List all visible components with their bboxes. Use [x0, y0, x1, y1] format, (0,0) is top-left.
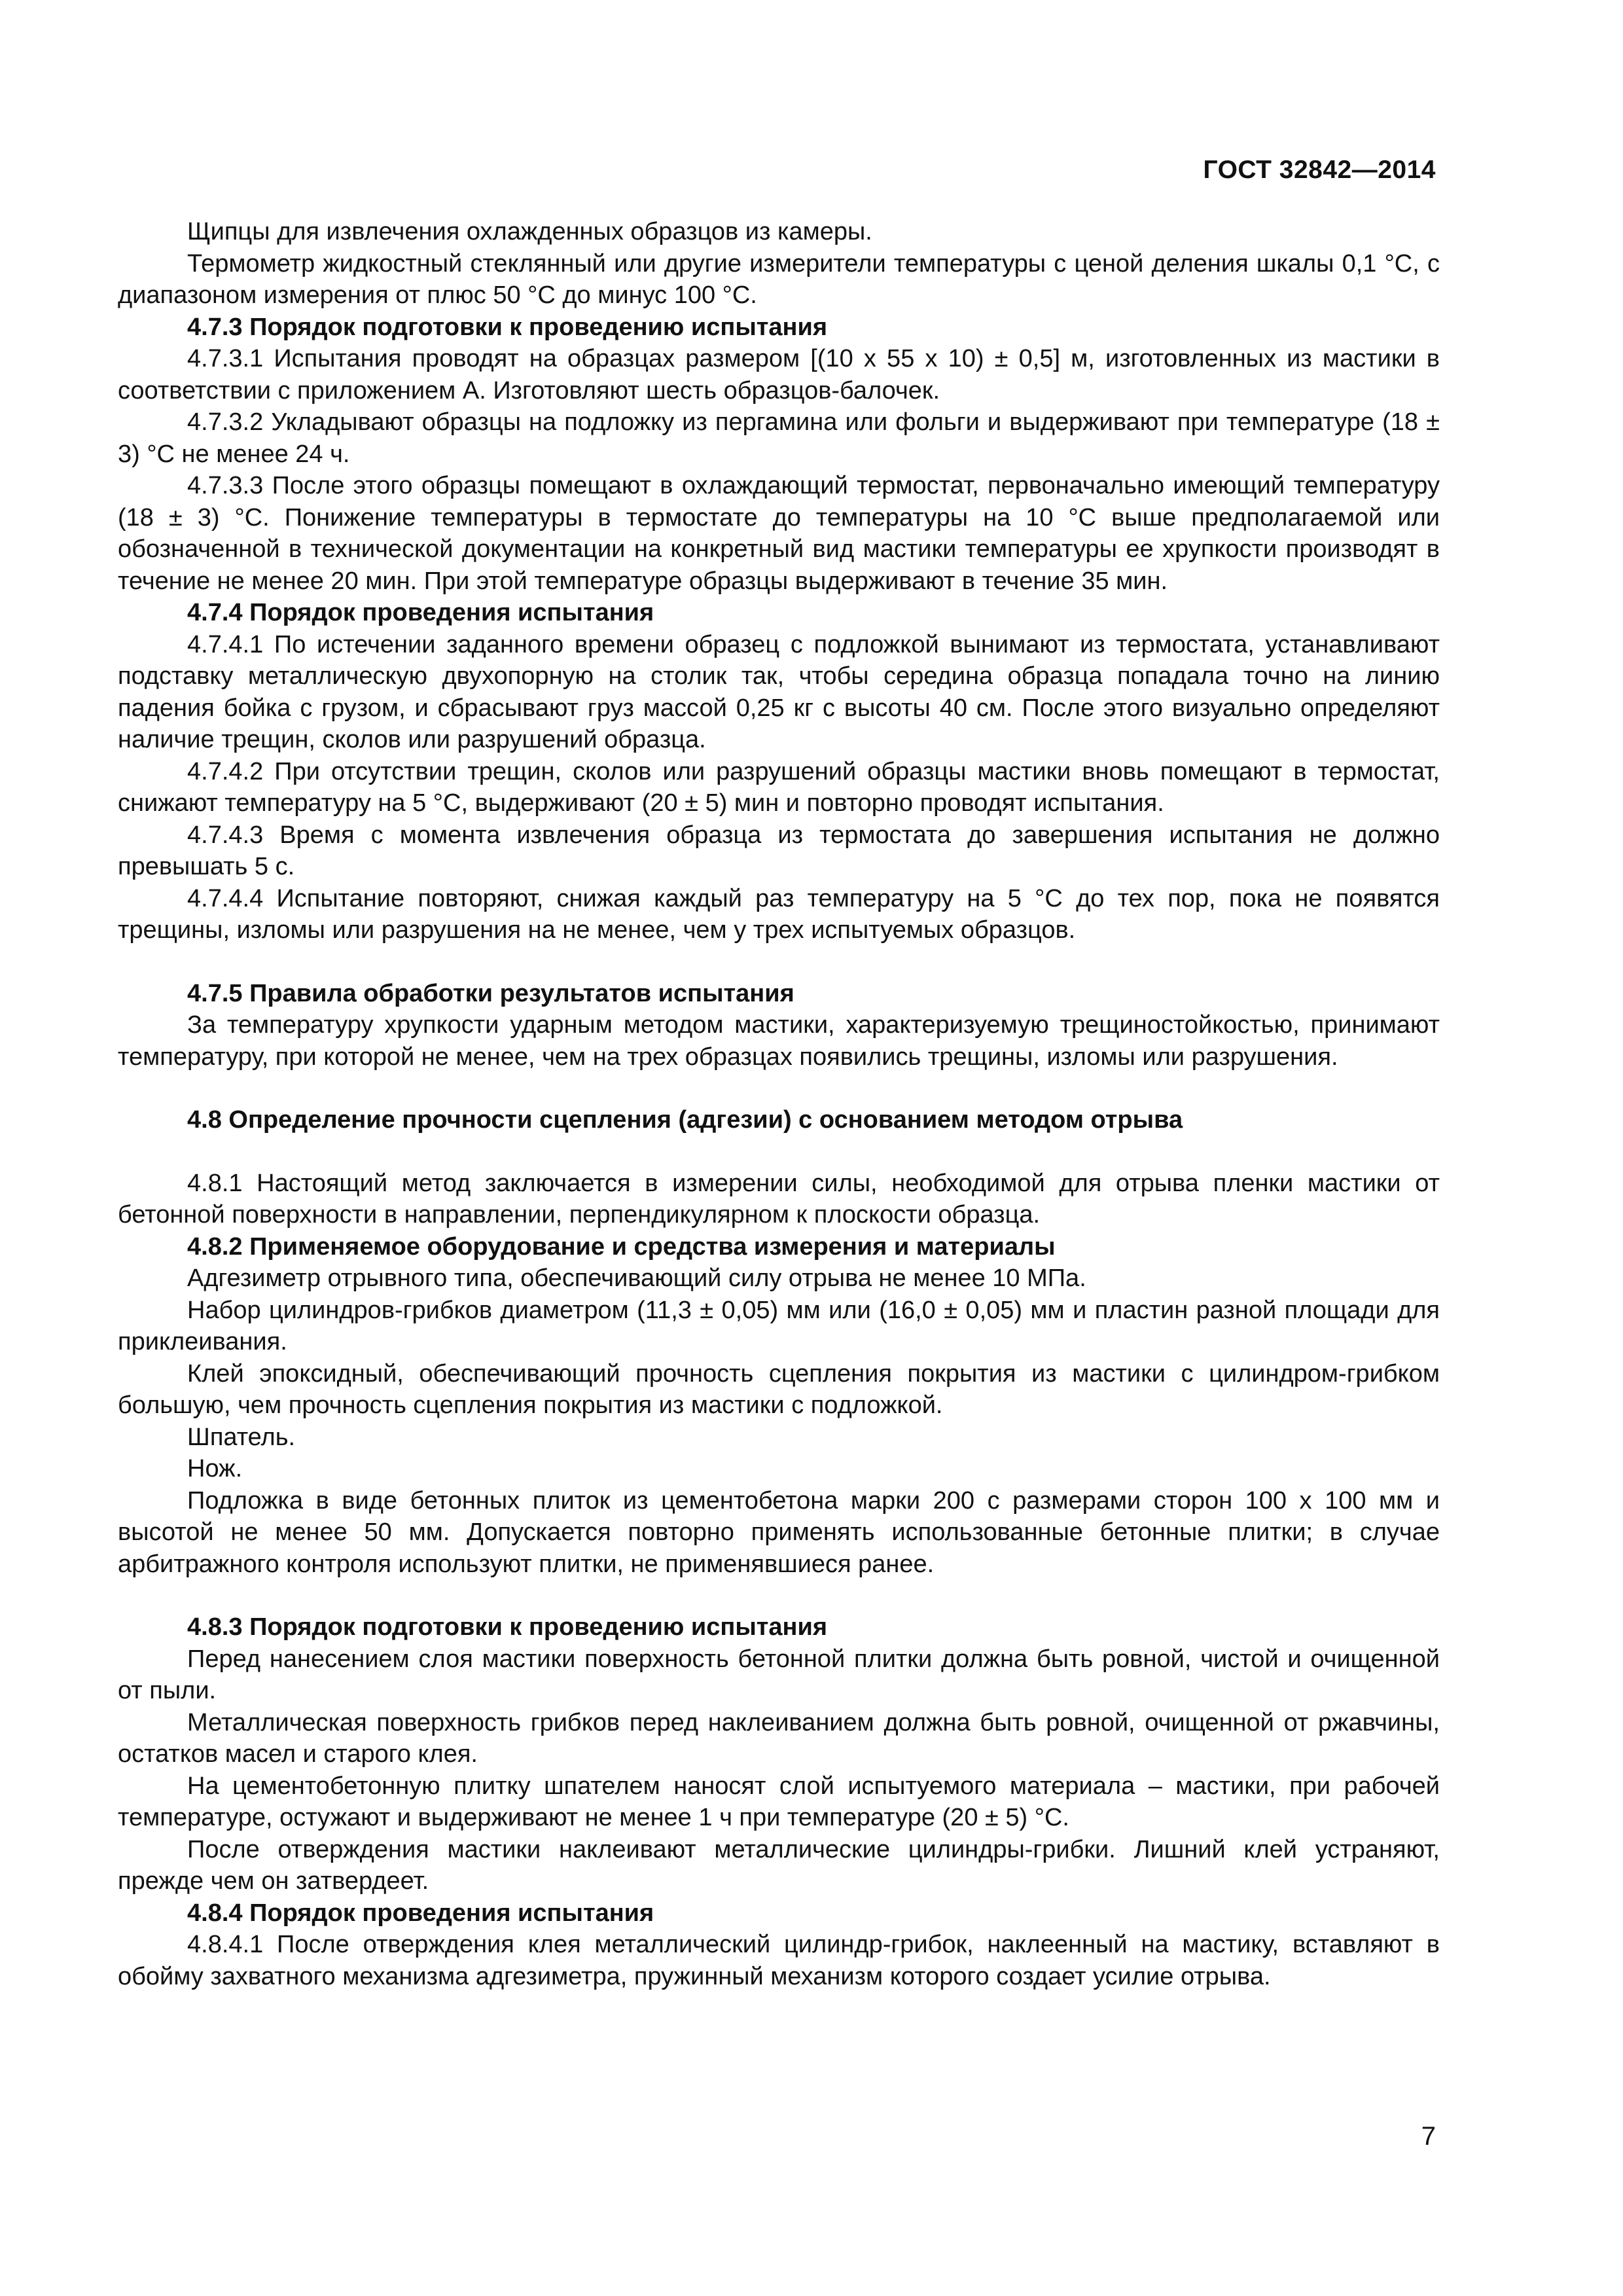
paragraph: 4.7.4.4 Испытание повторяют, снижая каждый раз температуру на 5 °С до тех пор, пока не появятся трещины, изломы или разрушения на не менее, чем у трех испытуемых образцов.	[118, 884, 1440, 944]
section-heading: 4.7.4 Порядок проведения испытания	[187, 599, 654, 626]
section-heading: 4.8.4 Порядок проведения испытания	[187, 1899, 654, 1927]
paragraph: Металлическая поверхность грибков перед наклеиванием должна быть ровной, очищенной от ржавчины, остатков масел и старого клея.	[118, 1708, 1440, 1768]
paragraph: Нож.	[187, 1455, 243, 1482]
spacer	[118, 946, 1440, 978]
document-header: ГОСТ 32842—2014	[1203, 156, 1436, 184]
section-heading: 4.8.3 Порядок подготовки к проведению испытания	[187, 1613, 828, 1641]
paragraph: Набор цилиндров-грибков диаметром (11,3 ± 0,05) мм или (16,0 ± 0,05) мм и пластин разной площади для приклеивания.	[118, 1296, 1440, 1355]
paragraph: Термометр жидкостный стеклянный или другие измерители температуры с ценой деления шкалы 0,1 °С, с диапазоном измерения от плюс 50 °С до минус 100 °С.	[118, 249, 1440, 309]
section-heading-main: 4.8 Определение прочности сцепления (адгезии) с основанием методом отрыва	[187, 1106, 1183, 1134]
paragraph: Щипцы для извлечения охлажденных образцов из камеры.	[187, 218, 872, 245]
paragraph: 4.7.3.1 Испытания проводят на образцах размером [(10 х 55 х 10) ± 0,5] м, изготовленных из мастики в соответствии с приложением А. Изготовляют шесть образцов-балочек.	[118, 345, 1440, 404]
paragraph: 4.8.1 Настоящий метод заключается в измерении силы, необходимой для отрыва пленки мастики от бетонной поверхности в направлении, перпендикулярном к плоскости образца.	[118, 1169, 1440, 1229]
paragraph: За температуру хрупкости ударным методом мастики, характеризуемую трещиностойкостью, принимают температуру, при которой не менее, чем на трех образцах появились трещины, изломы или разрушения.	[118, 1011, 1440, 1071]
paragraph: На цементобетонную плитку шпателем наносят слой испытуемого материала – мастики, при рабочей температуре, остужают и выдерживают не менее 1 ч при температуре (20 ± 5) °С.	[118, 1772, 1440, 1831]
section-heading: 4.8.2 Применяемое оборудование и средства измерения и материалы	[187, 1232, 1056, 1261]
spacer	[118, 1136, 1440, 1168]
paragraph: Подложка в виде бетонных плиток из цементобетона марки 200 с размерами сторон 100 х 100 мм и высотой не менее 50 мм. Допускается повторно применять использованные бетонные плитки; в случае арбитражного контроля используют плитки, не применявшиеся ранее.	[118, 1486, 1440, 1578]
section-heading: 4.7.5 Правила обработки результатов испытания	[187, 979, 794, 1007]
paragraph: После отверждения мастики наклеивают металлические цилиндры-грибки. Лишний клей устраняют, прежде чем он затвердеет.	[118, 1835, 1440, 1895]
paragraph: 4.7.3.3 После этого образцы помещают в охлаждающий термостат, первоначально имеющий температуру (18 ± 3) °С. Понижение температуры в термостате до температуры на 10 °С выше предполагаемой или обозначенной в технической документации на конкретный вид мастики температуры ее хрупкости производят в течение не менее 20 мин. При этой температуре образцы выдерживают в течение 35 мин.	[118, 472, 1440, 595]
paragraph: 4.7.4.1 По истечении заданного времени образец с подложкой вынимают из термостата, устанавливают подставку металлическую двухопорную на столик так, чтобы середина образца попадала точно на линию падения бойка с грузом, и сбрасывают груз массой 0,25 кг с высоты 40 см. После этого визуально определяют наличие трещин, сколов или разрушений образца.	[118, 630, 1440, 753]
paragraph: Шпатель.	[187, 1423, 296, 1451]
spacer	[118, 1580, 1440, 1611]
paragraph: Клей эпоксидный, обеспечивающий прочность сцепления покрытия из мастики с цилиндром-грибком большую, чем прочность сцепления покрытия из мастики с подложкой.	[118, 1359, 1440, 1419]
paragraph: 4.7.4.3 Время с момента извлечения образца из термостата до завершения испытания не должно превышать 5 с.	[118, 821, 1440, 880]
spacer	[118, 1073, 1440, 1104]
page-number: 7	[1421, 2122, 1436, 2151]
paragraph: 4.7.3.2 Укладывают образцы на подложку из пергамина или фольги и выдерживают при температуре (18 ± 3) °С не менее 24 ч.	[118, 408, 1440, 468]
paragraph: Адгезиметр отрывного типа, обеспечивающий силу отрыва не менее 10 МПа.	[187, 1265, 1086, 1292]
paragraph: Перед нанесением слоя мастики поверхность бетонной плитки должна быть ровной, чистой и очищенной от пыли.	[118, 1645, 1440, 1704]
paragraph: 4.7.4.2 При отсутствии трещин, сколов или разрушений образцы мастики вновь помещают в термостат, снижают температуру на 5 °С, выдерживают (20 ± 5) мин и повторно проводят испытания.	[118, 757, 1440, 817]
section-heading: 4.7.3 Порядок подготовки к проведению испытания	[187, 313, 828, 341]
document-body	[118, 216, 1440, 1992]
paragraph: 4.8.4.1 После отверждения клея металлический цилиндр-грибок, наклеенный на мастику, вставляют в обойму захватного механизма адгезиметра, пружинный механизм которого создает усилие отрыва.	[118, 1931, 1440, 1990]
